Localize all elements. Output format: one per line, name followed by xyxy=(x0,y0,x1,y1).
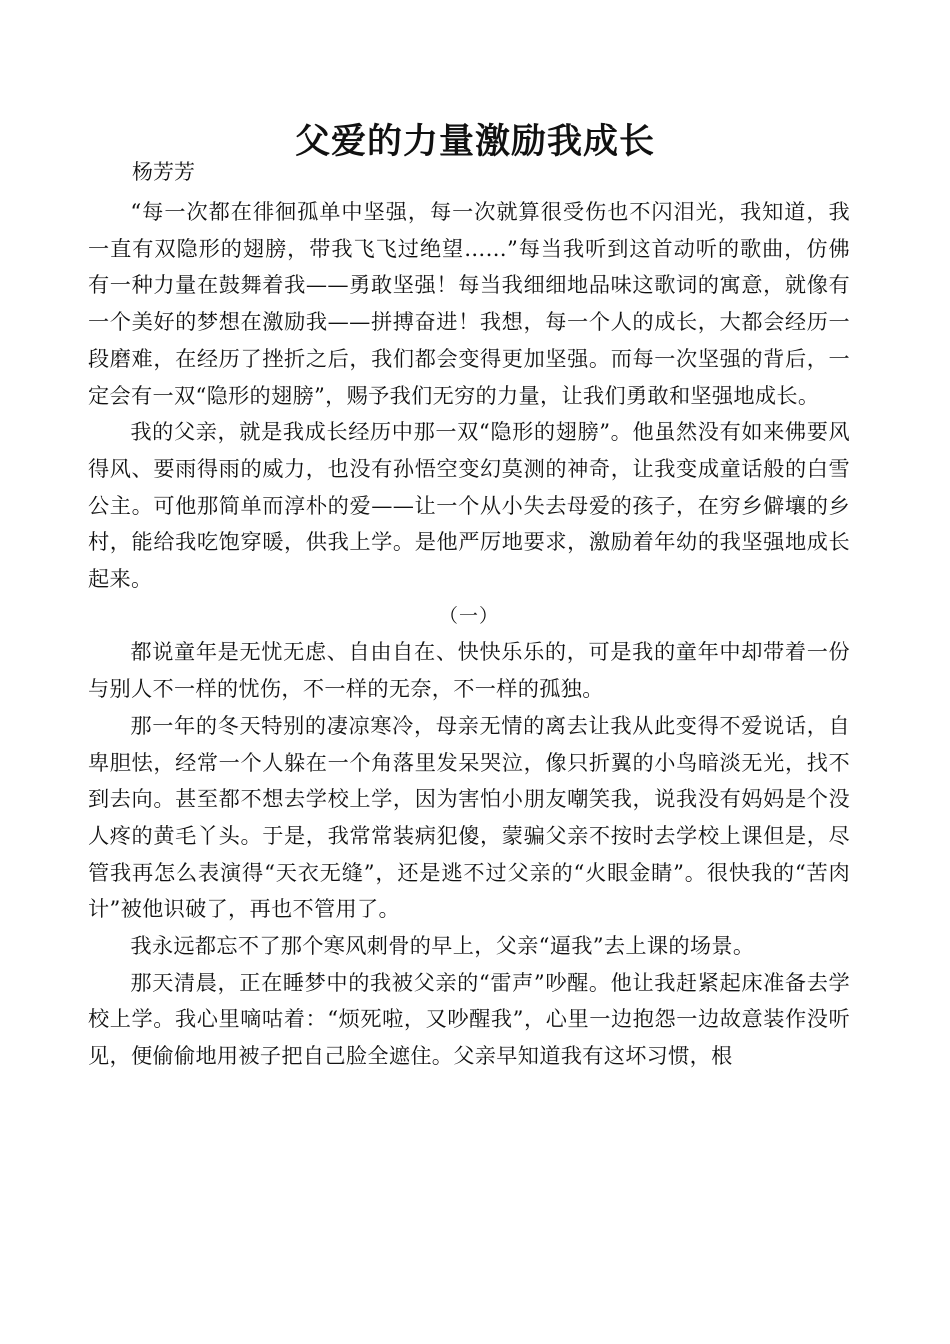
document-title: 父爱的力量激励我成长 xyxy=(294,121,655,162)
paragraph: 那天清晨，正在睡梦中的我被父亲的“雷声”吵醒。他让我赶紧起床准备去学校上学。我心里嘀咕着：“烦死啦，又吵醒我”，心里一边抱怨一边故意装作没听见，便偷偷地用被子把自己脸全遮住。父亲早知道我有这坏习惯，根 xyxy=(88,969,850,1069)
section-marker: （一） xyxy=(438,604,499,627)
paragraph: 都说童年是无忧无虑、自由自在、快快乐乐的，可是我的童年中却带着一份与别人不一样的忧伤，不一样的无奈，不一样的孤独。 xyxy=(88,639,850,702)
paragraph: “每一次都在徘徊孤单中坚强，每一次就算很受伤也不闪泪光，我知道，我一直有双隐形的翅膀，带我飞飞过绝望……”每当我听到这首动听的歌曲，仿佛有一种力量在鼓舞着我——勇敢坚强！每当我细细地品味这歌词的寓意，就像有一个美好的梦想在激励我——拼搏奋进！我想，每一个人的成长，大都会经历一段磨难，在经历了挫折之后，我们都会变得更加坚强。而每一次坚强的背后，一定会有一双“隐形的翅膀”，赐予我们无穷的力量，让我们勇敢和坚强地成长。 xyxy=(88,199,850,408)
author-name: 杨芳芳 xyxy=(132,160,195,184)
paragraph: 我永远都忘不了那个寒风刺骨的早上，父亲“逼我”去上课的场景。 xyxy=(130,933,755,959)
paragraph: 我的父亲，就是我成长经历中那一双“隐形的翅膀”。他虽然没有如来佛要风得风、要雨得雨的威力，也没有孙悟空变幻莫测的神奇，让我变成童话般的白雪公主。可他那简单而淳朴的爱——让一个从小失去母爱的孩子，在穷乡僻壤的乡村，能给我吃饱穿暖，供我上学。是他严厉地要求，激励着年幼的我坚强地成长起来。 xyxy=(88,419,850,592)
document-body xyxy=(88,194,850,1075)
paragraph: 那一年的冬天特别的凄凉寒冷，母亲无情的离去让我从此变得不爱说话，自卑胆怯，经常一个人躲在一个角落里发呆哭泣，像只折翼的小鸟暗淡无光，找不到去向。甚至都不想去学校上学，因为害怕小朋友嘲笑我，说我没有妈妈是个没人疼的黄毛丫头。于是，我常常装病犯傻，蒙骗父亲不按时去学校上课但是，尽管我再怎么表演得“天衣无缝”，还是逃不过父亲的“火眼金睛”。很快我的“苦肉计”被他识破了，再也不管用了。 xyxy=(88,712,850,922)
